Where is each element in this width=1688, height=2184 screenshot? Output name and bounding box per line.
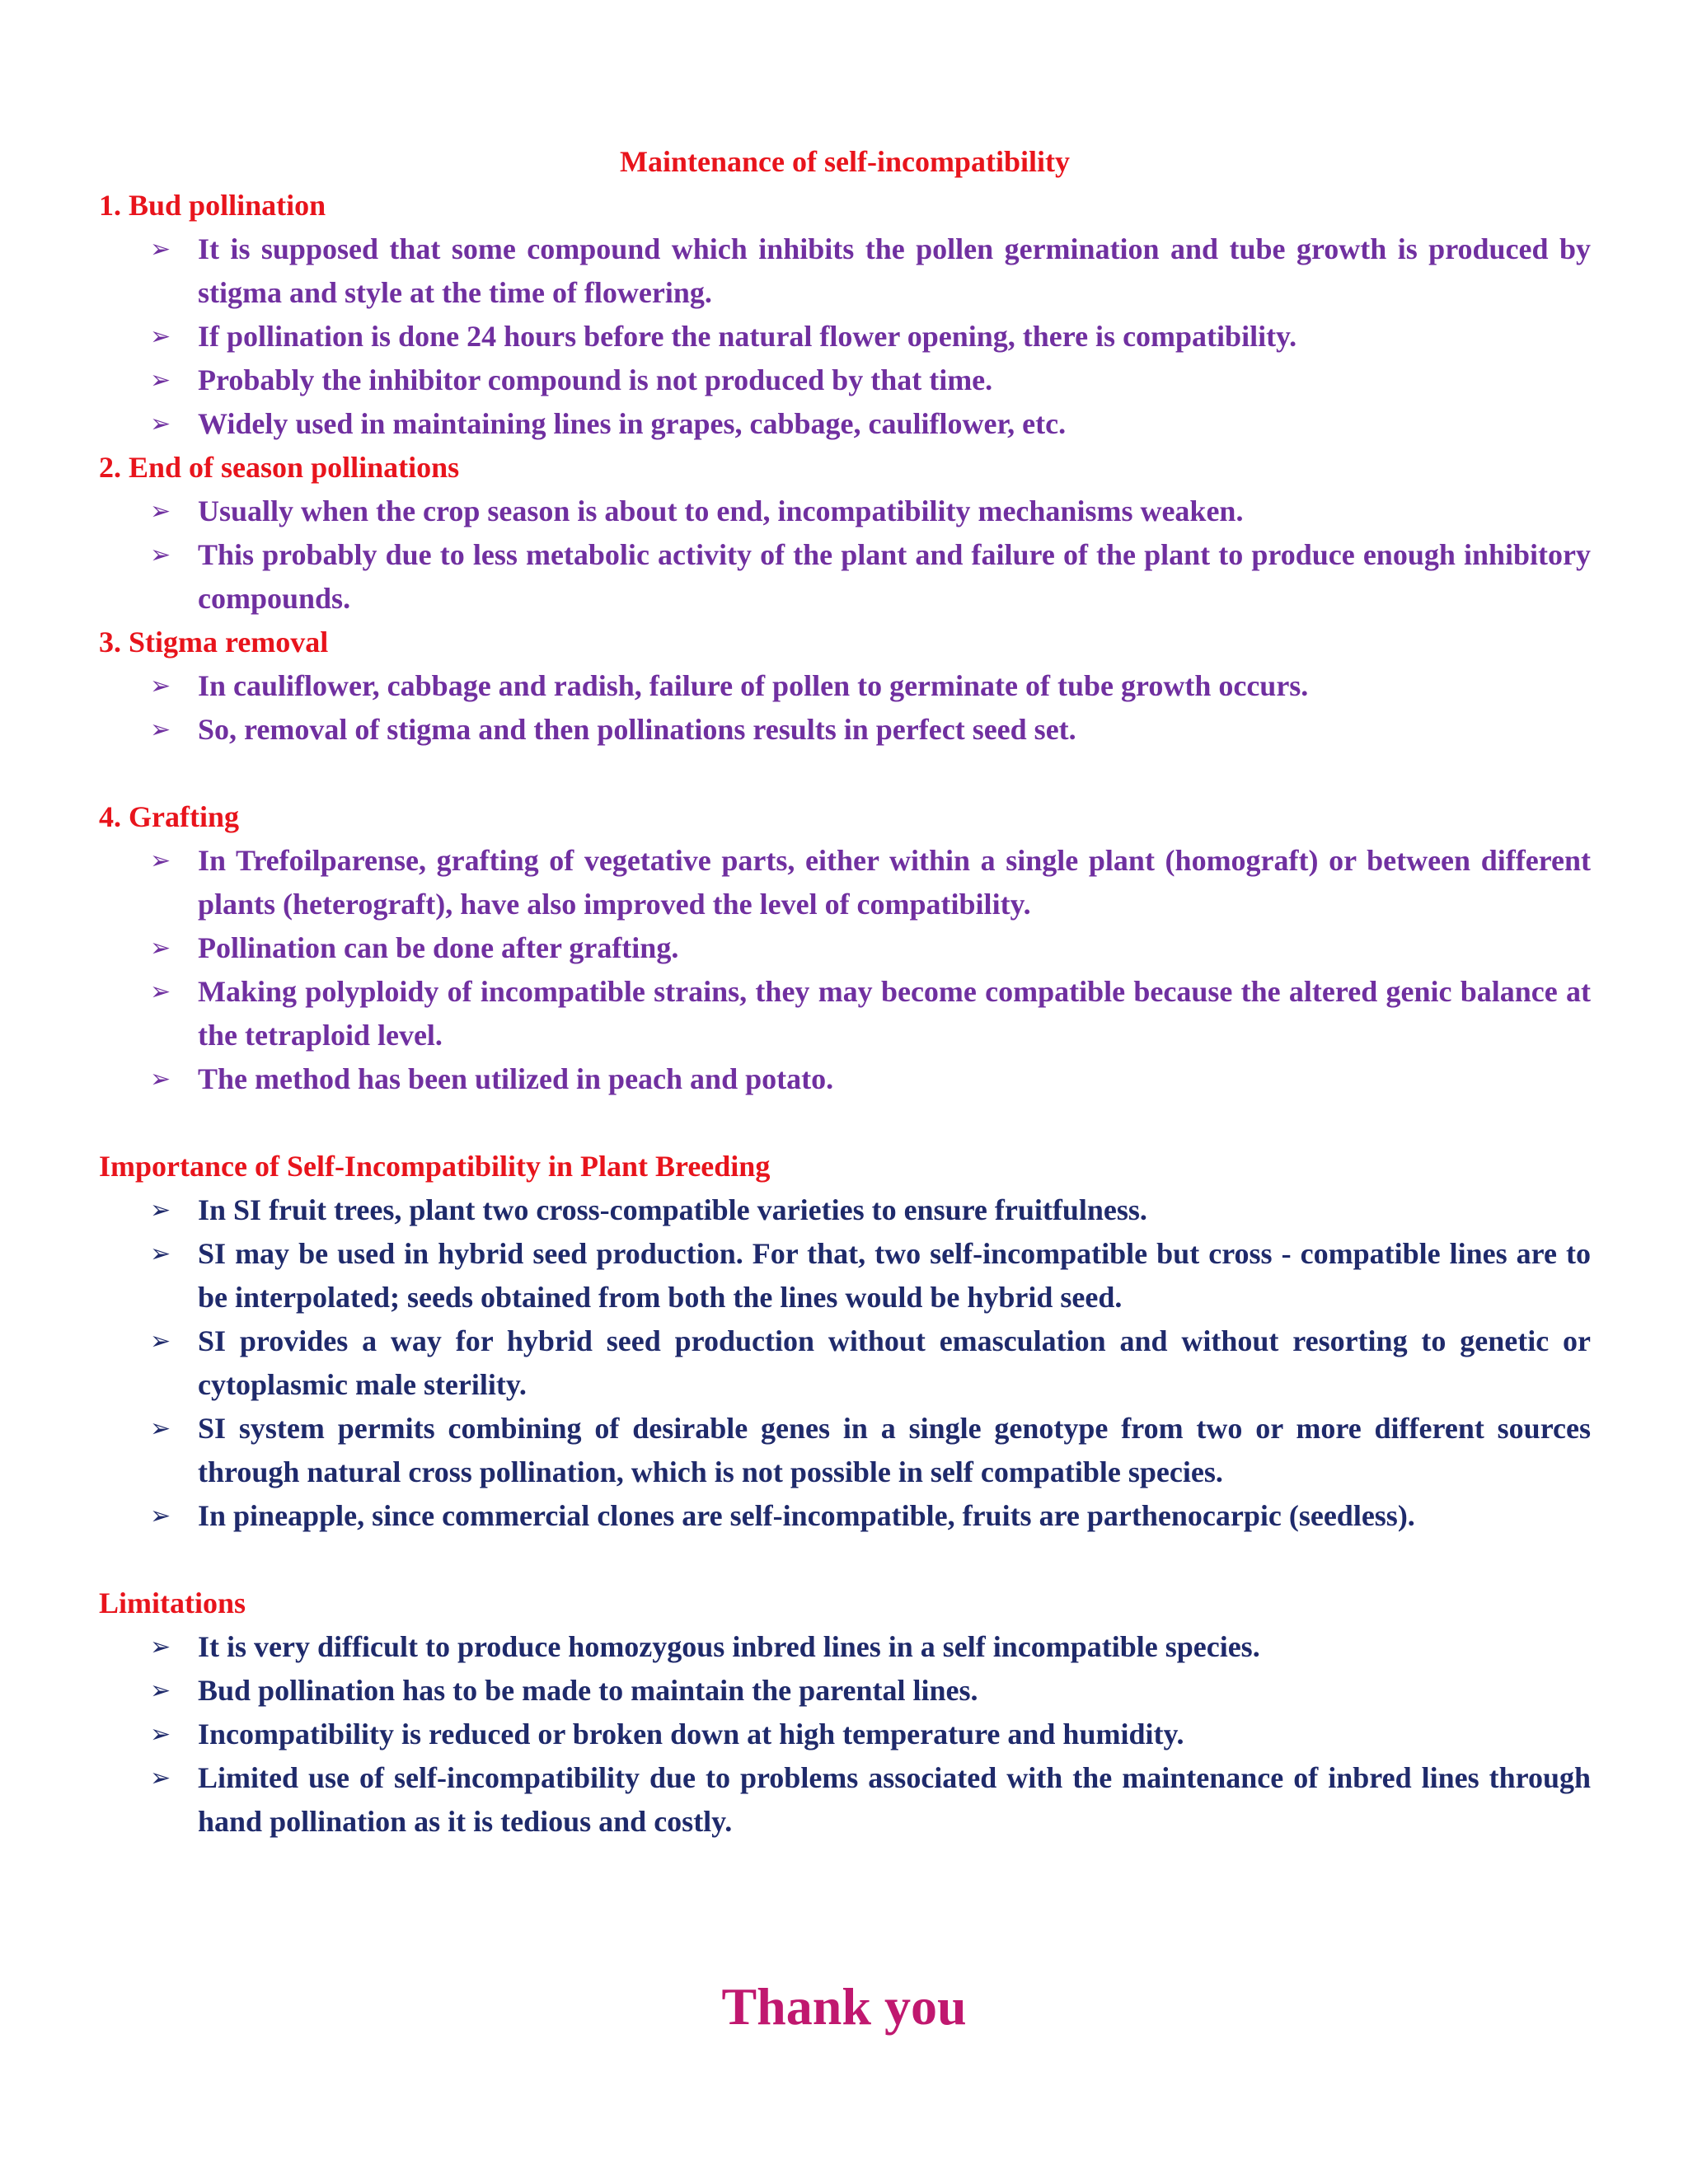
arrow-bullet-icon: ➢ (150, 1240, 171, 1268)
section-stigma-removal (99, 621, 1591, 752)
arrow-bullet-icon: ➢ (150, 322, 171, 351)
bullet-list (99, 227, 1591, 446)
section-grafting (99, 795, 1591, 1101)
page-title: Maintenance of self-incompatibility (620, 145, 1070, 178)
arrow-bullet-icon: ➢ (150, 1720, 171, 1749)
arrow-bullet-icon: ➢ (150, 672, 171, 701)
list-item (99, 1188, 1591, 1232)
list-item-text: SI provides a way for hybrid seed production without emasculation and without resorting to genetic or cytoplasmic male sterility. (198, 1324, 1591, 1401)
arrow-bullet-icon: ➢ (150, 977, 171, 1006)
arrow-bullet-icon: ➢ (150, 235, 171, 264)
list-item-text: SI may be used in hybrid seed production. For that, two self-incompatible but cross - compatible lines are to be interpolated; seeds obtained from both the lines would be hybrid seed. (198, 1237, 1591, 1314)
closing-text: Thank you (721, 1977, 967, 2036)
list-item-text: In Trefoilparense, grafting of vegetative parts, either within a single plant (homograft) or between different plants (heterograft), have also improved the level of compatibility. (198, 844, 1591, 921)
section-heading: Limitations (99, 1586, 246, 1619)
list-item (99, 1756, 1591, 1844)
section-heading: 4. Grafting (99, 800, 239, 833)
list-item (99, 227, 1591, 315)
list-item-text: So, removal of stigma and then pollinations results in perfect seed set. (198, 713, 1076, 746)
arrow-bullet-icon: ➢ (150, 1676, 171, 1705)
section-importance (99, 1145, 1591, 1538)
spacer (99, 752, 1591, 795)
list-item (99, 839, 1591, 926)
list-item (99, 1625, 1591, 1669)
arrow-bullet-icon: ➢ (150, 1764, 171, 1793)
list-item-text: Limited use of self-incompatibility due to problems associated with the maintenance of inbred lines through hand pollination as it is tedious and costly. (198, 1761, 1591, 1838)
section-heading: 1. Bud pollination (99, 189, 326, 222)
list-item-text: It is supposed that some compound which inhibits the pollen germination and tube growth is produced by stigma and style at the time of flowering. (198, 232, 1591, 309)
list-item-text: This probably due to less metabolic activity of the plant and failure of the plant to produce enough inhibitory compounds. (198, 538, 1591, 615)
list-item-text: It is very difficult to produce homozygous inbred lines in a self incompatible species. (198, 1630, 1260, 1663)
list-item (99, 1232, 1591, 1319)
list-item (99, 359, 1591, 402)
list-item (99, 533, 1591, 621)
section-heading: 3. Stigma removal (99, 626, 329, 658)
list-item (99, 1319, 1591, 1407)
bullet-list (99, 490, 1591, 621)
spacer (99, 1101, 1591, 1145)
list-item-text: In cauliflower, cabbage and radish, failure of pollen to germinate of tube growth occurs. (198, 669, 1309, 702)
arrow-bullet-icon: ➢ (150, 1502, 171, 1530)
bullet-list (99, 1188, 1591, 1538)
list-item-text: In pineapple, since commercial clones are self-incompatible, fruits are parthenocarpic (seedless). (198, 1499, 1415, 1532)
section-heading: Importance of Self-Incompatibility in Plant Breeding (99, 1150, 771, 1183)
arrow-bullet-icon: ➢ (150, 366, 171, 395)
section-end-of-season (99, 446, 1591, 621)
section-limitations (99, 1582, 1591, 1844)
list-item (99, 708, 1591, 752)
list-item (99, 1057, 1591, 1101)
arrow-bullet-icon: ➢ (150, 1196, 171, 1225)
bullet-list (99, 839, 1591, 1101)
list-item (99, 1494, 1591, 1538)
arrow-bullet-icon: ➢ (150, 1633, 171, 1661)
document-page (99, 140, 1591, 1844)
list-item-text: If pollination is done 24 hours before the natural flower opening, there is compatibility. (198, 320, 1297, 353)
arrow-bullet-icon: ➢ (150, 1327, 171, 1356)
bullet-list (99, 664, 1591, 752)
arrow-bullet-icon: ➢ (150, 846, 171, 875)
arrow-bullet-icon: ➢ (150, 934, 171, 963)
arrow-bullet-icon: ➢ (150, 1065, 171, 1094)
bullet-list (99, 1625, 1591, 1844)
list-item (99, 1407, 1591, 1494)
list-item-text: Incompatibility is reduced or broken down at high temperature and humidity. (198, 1718, 1184, 1750)
list-item-text: In SI fruit trees, plant two cross-compatible varieties to ensure fruitfulness. (198, 1193, 1147, 1226)
list-item-text: SI system permits combining of desirable genes in a single genotype from two or more different sources through natural cross pollination, which is not possible in self compatible species. (198, 1412, 1591, 1488)
arrow-bullet-icon: ➢ (150, 715, 171, 744)
list-item-text: Usually when the crop season is about to end, incompatibility mechanisms weaken. (198, 494, 1244, 527)
arrow-bullet-icon: ➢ (150, 497, 171, 526)
list-item-text: Probably the inhibitor compound is not produced by that time. (198, 363, 993, 396)
list-item (99, 1713, 1591, 1756)
list-item (99, 970, 1591, 1057)
section-heading: 2. End of season pollinations (99, 451, 460, 484)
arrow-bullet-icon: ➢ (150, 1414, 171, 1443)
list-item (99, 926, 1591, 970)
arrow-bullet-icon: ➢ (150, 541, 171, 569)
list-item (99, 1669, 1591, 1713)
section-bud-pollination (99, 184, 1591, 446)
list-item-text: Widely used in maintaining lines in grapes, cabbage, cauliflower, etc. (198, 407, 1067, 440)
list-item (99, 664, 1591, 708)
list-item (99, 402, 1591, 446)
list-item-text: Making polyploidy of incompatible strains, they may become compatible because the altered genic balance at the tetraploid level. (198, 975, 1591, 1052)
list-item (99, 490, 1591, 533)
list-item-text: Bud pollination has to be made to maintain the parental lines. (198, 1674, 978, 1707)
list-item (99, 315, 1591, 359)
arrow-bullet-icon: ➢ (150, 410, 171, 438)
list-item-text: Pollination can be done after grafting. (198, 931, 679, 964)
spacer (99, 1538, 1591, 1582)
list-item-text: The method has been utilized in peach and potato. (198, 1062, 834, 1095)
